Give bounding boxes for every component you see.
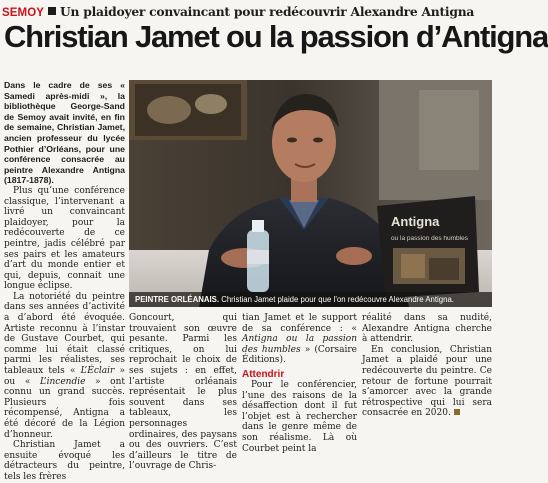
artwork-title: L’incendie [39, 376, 86, 387]
body-paragraph: Plus qu’une conférence classique, l’intervenant a livré un convaincant plaidoyer, pour la redécouverte de ce peintre, jadis célébré par ses pairs et les amateurs d’art du monde entier et qui, depuis, connait une longue éclipse. [4, 185, 125, 292]
body-paragraph: Goncourt, qui trouvaient son œuvre pesante. Parmi les critiques, on lui reprochait le choix de ses sujets : en effet, l’artiste orléanais représentait le plus souvent dans ses tableaux, les personnages ordinaires, des paysans ou des ouvriers. C’est d’ailleurs le titre de l’ouvrage de Chris- [129, 313, 237, 472]
body-paragraph [242, 313, 357, 366]
body-paragraph [4, 292, 125, 440]
intro-paragraph: Dans le cadre de ses « Samedi après-midi », la bibliothèque George-Sand de Semoy avait invité, en fin de semaine, Christian Jamet, ancien professeur du lycée Pothier d’Orléans, pour une conférence consacrée au peintre Alexandre Antigna (1817-1878). [4, 80, 125, 186]
text-column-3 [242, 313, 357, 454]
square-bullet-icon [48, 7, 56, 15]
location-tag: SEMOY [2, 7, 45, 19]
section-subhead: Attendrir [242, 368, 285, 380]
article-photo [129, 80, 492, 307]
text-column-1 [4, 80, 125, 483]
article-kicker [2, 1, 475, 19]
text-column-2 [129, 313, 237, 472]
book-title: Antigna [391, 214, 440, 229]
text-run: La notoriété du peintre dans ses années d’activité a d’abord été évoquée. Artiste reconnu à l’instar de Gustave Courbet, qui comme lui était classé parmi les réalistes, ses tableaux tels « [4, 291, 125, 377]
end-of-article-mark-icon [454, 409, 460, 415]
text-run: tian Jamet et le support de sa conférence : « [242, 313, 357, 334]
body-paragraph: Christian Jamet a ensuite évoqué les détracteurs du peintre, tels les frères [4, 440, 125, 482]
photo-illustration [129, 80, 492, 307]
book-subtitle: ou la passion des humbles [391, 235, 468, 242]
text-run: » ont connu un grand succès. Plusieurs fois récompensé, Antigna a été décoré de la Légion d’honneur. [4, 376, 125, 440]
body-paragraph: Pour le conférencier, l’une des raisons de la désaffection dont il fut l’objet est à rechercher dans le genre même de son réalisme. Là où Courbet peint la [242, 379, 357, 454]
text-run: » ou « [4, 366, 125, 387]
caption-tag: PEINTRE ORLÉANAIS. [135, 295, 220, 304]
book-title-reference: Antigna ou la passion des humbles [242, 334, 357, 355]
body-paragraph: réalité dans sa nudité, Alexandre Antigna cherche à attendrir. [362, 313, 492, 345]
artwork-title: L’Éclair [80, 366, 115, 377]
text-column-4 [362, 313, 492, 419]
kicker-text: Un plaidoyer convaincant pour redécouvrir Alexandre Antigna [60, 4, 475, 19]
photo-caption [129, 292, 492, 307]
caption-text: Christian Jamet plaide pour que l’on redécouvre Alexandre Antigna. [219, 295, 454, 304]
text-run: » (Corsaire Éditions). [242, 344, 357, 366]
body-paragraph [362, 345, 492, 419]
text-run: En conclusion, Christian Jamet a plaidé pour une redécouverte du peintre. Ce retour de fortune pourrait s’amorcer avec la grande rétrospective qui lui sera consacrée en 2020. [362, 344, 492, 419]
article-headline: Christian Jamet ou la passion d’Antigna [4, 19, 548, 54]
